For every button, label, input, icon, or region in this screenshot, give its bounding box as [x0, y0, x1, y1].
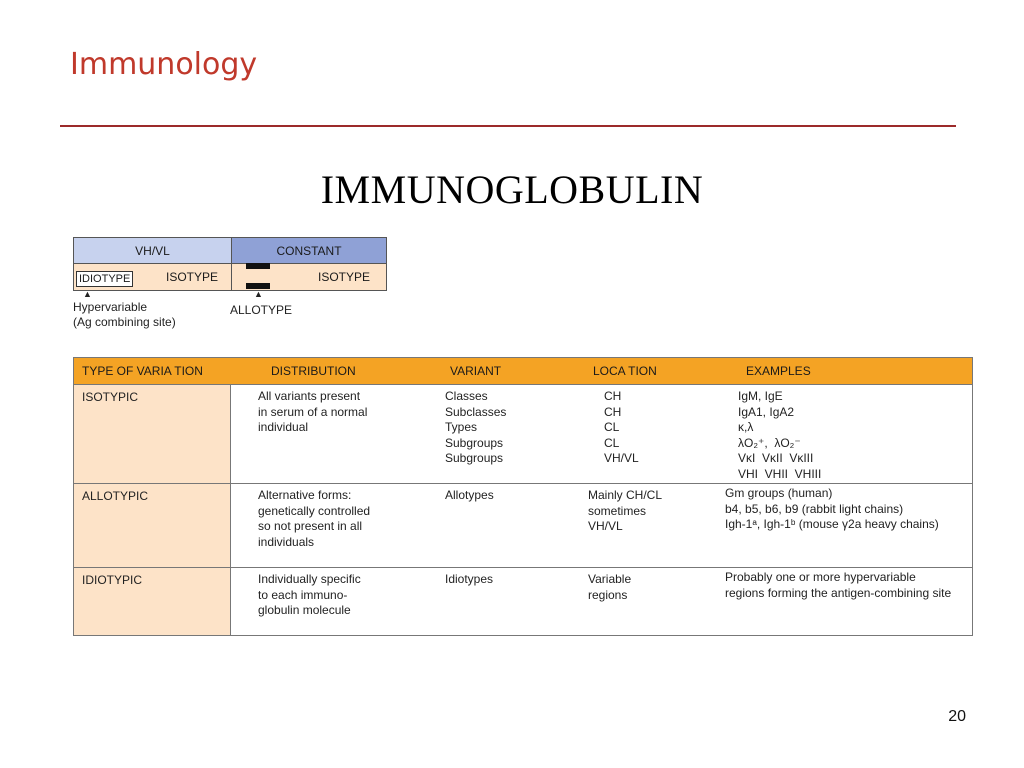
slide-heading: IMMUNOGLOBULIN: [320, 167, 704, 212]
header-distribution: DISTRIBUTION: [271, 364, 356, 378]
row-distribution: Alternative forms: genetically controlled so not present in all individuals: [258, 488, 371, 549]
vh-vl-region: VH/VL: [74, 238, 232, 263]
allotype-note: ALLOTYPE: [230, 303, 293, 317]
isotype-label-left: ISOTYPE: [166, 270, 219, 284]
header-variant: VARIANT: [450, 364, 502, 378]
structure-diagram: [73, 237, 387, 329]
header-type: TYPE OF VARIA TION: [82, 364, 203, 378]
hypervariable-arrow-icon: ▲: [83, 289, 92, 299]
hypervariable-line2: (Ag combining site): [73, 315, 176, 329]
table-row: [74, 568, 972, 634]
header-location: LOCA TION: [593, 364, 657, 378]
diagram-region-row: [73, 237, 387, 264]
row-distribution: Individually specific to each immuno- globulin molecule: [258, 572, 361, 617]
constant-domain: [232, 264, 386, 290]
table-header: [74, 358, 972, 385]
row-type: IDIOTYPIC: [82, 573, 143, 587]
table-row: [74, 484, 972, 568]
row-location: Variable regions: [588, 572, 632, 602]
table-row: [74, 385, 972, 484]
isotype-label-right: ISOTYPE: [317, 270, 370, 284]
row-variant: Allotypes: [445, 488, 494, 502]
row-location: Mainly CH/CL sometimes VH/VL: [588, 488, 663, 533]
variation-table: [73, 357, 973, 636]
hypervariable-note: [73, 300, 176, 330]
row-type: ISOTYPIC: [82, 390, 139, 404]
row-examples: Gm groups (human) b4, b5, b6, b9 (rabbit light chains) Igh-1ᵃ, Igh-1ᵇ (mouse γ2a heavy chains): [725, 486, 939, 531]
row-variant: Idiotypes: [445, 572, 494, 586]
page-number: 20: [948, 708, 966, 725]
hypervariable-line1: Hypervariable: [73, 300, 148, 314]
row-variant: Classes Subclasses Types Subgroups Subgroups: [445, 389, 507, 465]
allotype-marker-top: [246, 263, 270, 269]
row-examples: Probably one or more hypervariable regions forming the antigen-combining site: [725, 570, 952, 600]
allotype-arrow-icon: ▲: [254, 289, 263, 299]
header-examples: EXAMPLES: [746, 364, 811, 378]
row-distribution: All variants present in serum of a normal individual: [258, 389, 368, 434]
idiotype-label: IDIOTYPE: [76, 271, 133, 287]
slide-title: Immunology: [70, 47, 258, 82]
variable-domain: [74, 264, 232, 290]
title-rule: [60, 125, 956, 127]
diagram-type-row: [73, 264, 387, 291]
row-location: CH CH CL CL VH/VL: [604, 389, 639, 465]
row-type: ALLOTYPIC: [82, 489, 149, 503]
constant-region: CONSTANT: [232, 238, 386, 263]
row-examples: IgM, IgE IgA1, IgA2 κ,λ λO₂⁺, λO₂⁻ VκI VκII VκIII VHI VHII VHIII: [738, 389, 822, 481]
